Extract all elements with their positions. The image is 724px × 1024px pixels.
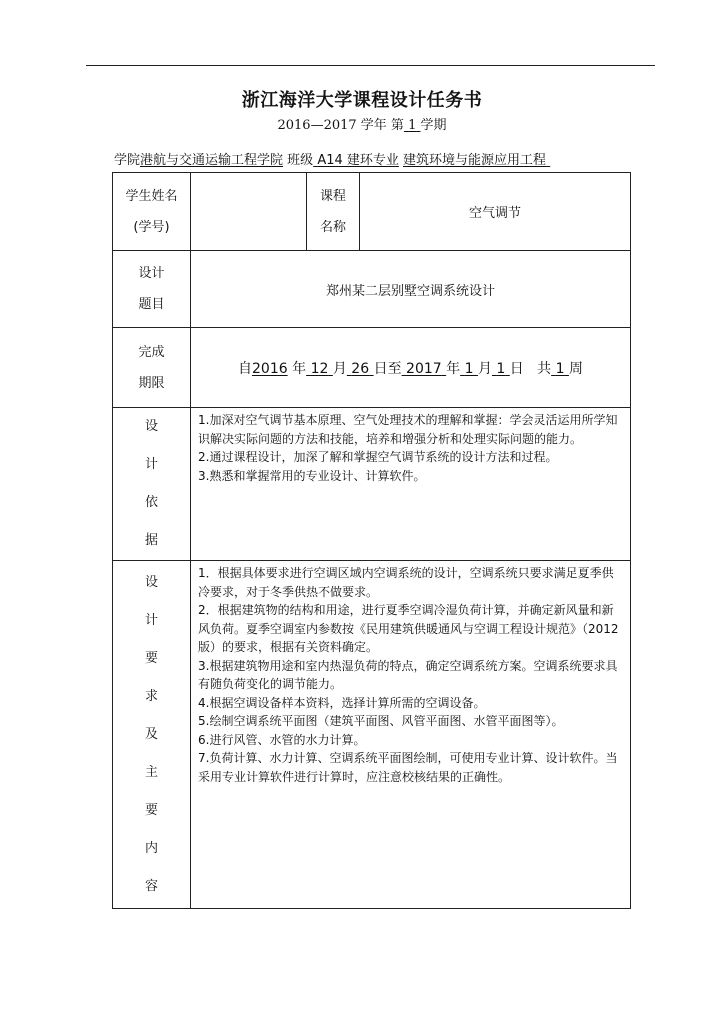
requirement-item: 5.绘制空调系统平面图（建筑平面图、风管平面图、水管平面图等）。 — [198, 714, 564, 728]
requirement-item: 2．根据建筑物的结构和用途，进行夏季空调冷湿负荷计算，并确定新风量和新风负荷。夏季空调室内参数按《民用建筑供暖通风与空调工程设计规范》（2012 版）的要求，根据有关资料确定。 — [198, 603, 619, 654]
course-name: 空气调节 — [360, 173, 631, 251]
requirement-item: 6.进行风管、水管的水力计算。 — [198, 732, 366, 747]
major-value: 建筑环境与能源应用工程 — [403, 153, 547, 168]
term-start-year: 2016 — [277, 118, 311, 133]
college-line — [114, 149, 550, 168]
term-end-year: 2017 — [323, 118, 357, 133]
period-label: 完成 期限 — [113, 328, 191, 408]
requirement-item: 4.根据空调设备样本资料，选择计算所需的空调设备。 — [198, 695, 486, 710]
period-row — [113, 328, 631, 408]
topic-row — [113, 251, 631, 328]
basis-item: 3.熟悉和掌握常用的专业设计、计算软件。 — [198, 468, 426, 483]
task-table — [112, 172, 631, 909]
course-label: 课程 名称 — [307, 173, 360, 251]
basis-row — [113, 408, 631, 561]
requirements-content — [191, 561, 631, 909]
student-row — [113, 173, 631, 251]
basis-item: 2.通过课程设计，加深了解和掌握空气调节系统的设计方法和过程。 — [198, 450, 558, 464]
term-year-label: 学年 第 — [360, 118, 404, 133]
requirement-item: 7.负荷计算、水力计算、空调系统平面图绘制，可使用专业计算、设计软件。当采用专业计算软件进行计算时，应注意校核结果的正确性。 — [198, 751, 618, 784]
basis-content — [191, 408, 631, 561]
requirements-label: 设 计 要 求 及 主 要 内 容 — [113, 561, 191, 909]
requirements-row — [113, 561, 631, 909]
term-dash: — — [310, 118, 324, 133]
period-value: 自2016 年 12 月 26 日至 2017 年 1 月 1 日 共 1 周 — [191, 328, 631, 408]
class-value: A14 建环专业 — [317, 153, 399, 168]
basis-label: 设 计 依 据 — [113, 408, 191, 561]
document-title: 浙江海洋大学课程设计任务书 — [241, 90, 483, 111]
term-semester-label: 学期 — [420, 118, 447, 133]
basis-item: 1.加深对空气调节基本原理、空气处理技术的理解和掌握：学会灵活运用所学知识解决实际问题的方法和技能，培养和增强分析和处理实际问题的能力。 — [198, 413, 618, 446]
requirement-item: 1．根据具体要求进行空调区域内空调系统的设计，空调系统只要求满足夏季供冷要求，对于冬季供热不做要求。 — [198, 566, 614, 599]
header-rule — [86, 65, 655, 66]
student-label: 学生姓名 (学号) — [113, 173, 191, 251]
topic-label: 设计 题目 — [113, 251, 191, 328]
academic-term — [0, 114, 724, 133]
term-semester: 1 — [408, 118, 417, 133]
topic-value: 郑州某二层别墅空调系统设计 — [191, 251, 631, 328]
requirement-item: 3.根据建筑物用途和室内热湿负荷的特点，确定空调系统方案。空调系统要求具有随负荷变化的调节能力。 — [198, 658, 618, 691]
college-label: 学院 — [114, 153, 141, 168]
student-value — [191, 173, 307, 251]
class-label: 班级 — [287, 153, 314, 168]
college-value: 港航与交通运输工程学院 — [140, 153, 284, 168]
